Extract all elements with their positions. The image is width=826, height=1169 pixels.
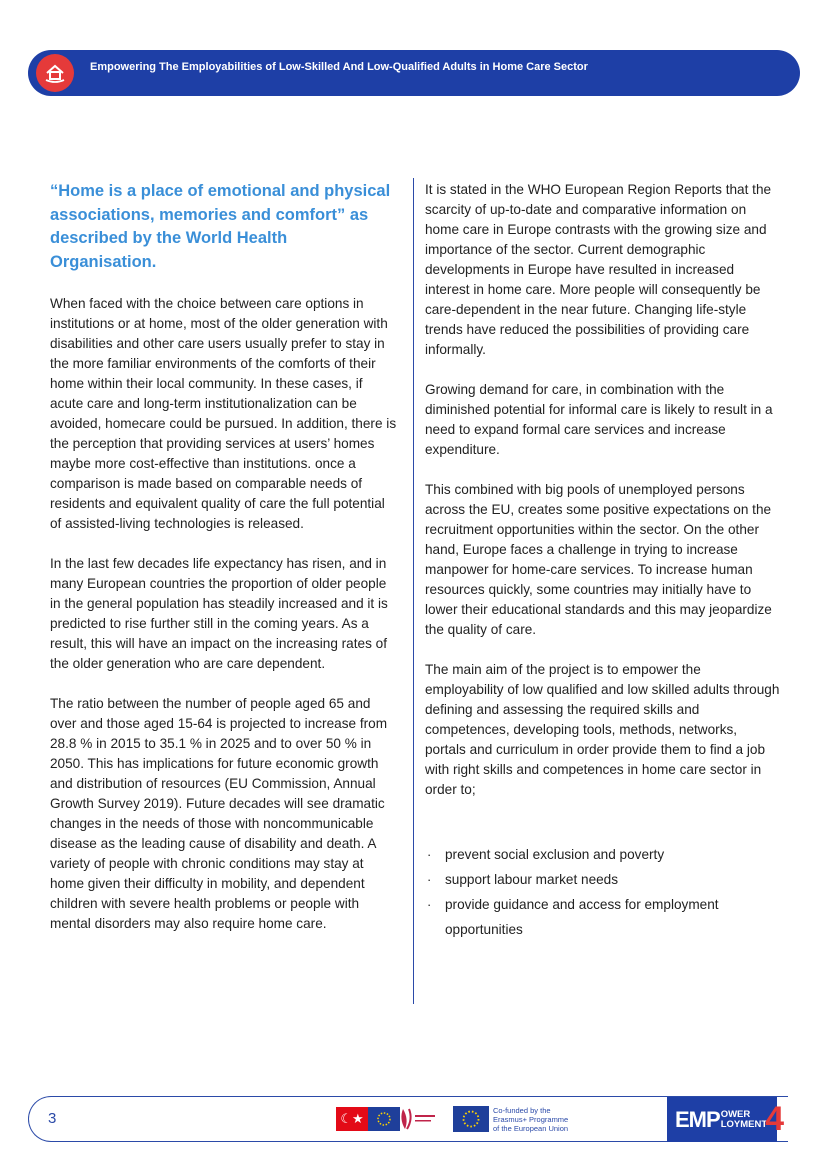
bullet-icon: ·: [427, 847, 432, 862]
turkey-flag-icon: ☾★: [336, 1107, 368, 1131]
aims-list: [425, 842, 780, 942]
brand-loyment: LOYMENT: [720, 1118, 768, 1130]
erasmus-line: of the European Union: [493, 1124, 569, 1133]
paragraph: In the last few decades life expectancy has risen, and in many European countries the proportion of older people in the general population has steadily increased and it is predicted to rise further still in the coming years. As a result, this will have an impact on the increasing rates of the older generation who are care dependent.: [50, 556, 388, 671]
brand-ower: OWER: [720, 1108, 751, 1120]
right-column: [425, 180, 780, 942]
list-item-text: provide guidance and access for employment opportunities: [445, 897, 719, 937]
bullet-icon: ·: [427, 872, 432, 887]
partner-logo-icon: [393, 1104, 441, 1134]
list-item: [425, 842, 780, 867]
paragraph: When faced with the choice between care options in institutions or at home, most of the older generation with disabilities and other care users usually prefer to stay in the more familiar environments of the comforts of their home within their local community. In these cases, if acute care and long-term institutionalization can be avoided, homecare could be pursued. In addition, there is the perception that providing services at users’ homes maybe more cost-effective than institutions. once a comparison is made based on comparable needs of residents and equivalent quality of care the full potential of assisted-living technologies is released.: [50, 296, 397, 531]
left-column: [50, 180, 398, 954]
paragraph: It is stated in the WHO European Region Reports that the scarcity of up-to-date and comparative information on home care in Europe contrasts with the growing size and importance of the sector. Current demographic developments in Europe have resulted in increased interest in home care. More people will consequently be care-dependent in the near future. Changing life-style trends have reduced the possibilities of providing care informally.: [425, 182, 772, 357]
pull-quote: “Home is a place of emotional and physical associations, memories and comfort” as described by the World Health Organisation.: [50, 182, 391, 271]
list-item: [425, 867, 780, 892]
list-item: [425, 892, 780, 942]
list-item-text: support labour market needs: [445, 872, 619, 887]
paragraph: The ratio between the number of people aged 65 and over and those aged 15-64 is projected to increase from 28.8 % in 2015 to 35.1 % in 2025 and to over 50 % in 2050. This has implications for future economic growth and distribution of resources (EU Commission, Annual Growth Survey 2019). Future decades will see dramatic changes in the needs of those with noncommunicable disease as the leading cause of disability and death. A variety of people with chronic conditions may stay at home given their difficulty in mobility, and dependent children with severe health problems or people with mental disorders may also require home care.: [50, 696, 388, 931]
erasmus-caption: [493, 1106, 583, 1133]
header-title: Empowering The Employabilities of Low-Skilled And Low-Qualified Adults in Home Care Sector: [90, 61, 588, 73]
home-care-logo-icon: [36, 54, 74, 92]
paragraph: This combined with big pools of unemployed persons across the EU, creates some positive expectations on the recruitment opportunities within the sector. On the other hand, Europe faces a challenge in trying to increase manpower for home-care services. To increase human resources quickly, some countries may initially have to lower their educational standards and this may jeopardize the quality of care.: [425, 482, 772, 637]
list-item-text: prevent social exclusion and poverty: [445, 847, 665, 862]
page-number: 3: [48, 1110, 57, 1127]
eu-flag-icon: [453, 1106, 489, 1132]
column-divider: [413, 178, 414, 1004]
erasmus-line: Erasmus+ Programme: [493, 1115, 569, 1124]
bullet-icon: ·: [427, 897, 432, 912]
paragraph: The main aim of the project is to empower the employability of low qualified and low skilled adults through defining and assessing the required skills and competences, developing tools, methods, networks, portals and curriculum in order provide them to find a job with right skills and competences in home care sector in order to;: [425, 662, 780, 797]
brand-stack: [720, 1110, 767, 1130]
brand-four: 4: [765, 1100, 785, 1138]
erasmus-line: Co-funded by the: [493, 1106, 551, 1115]
brand-emp: EMP: [675, 1106, 720, 1132]
paragraph: Growing demand for care, in combination with the diminished potential for informal care is likely to result in a need to expand formal care services and increase expenditure.: [425, 382, 773, 457]
empower4employment-logo: [667, 1097, 785, 1142]
